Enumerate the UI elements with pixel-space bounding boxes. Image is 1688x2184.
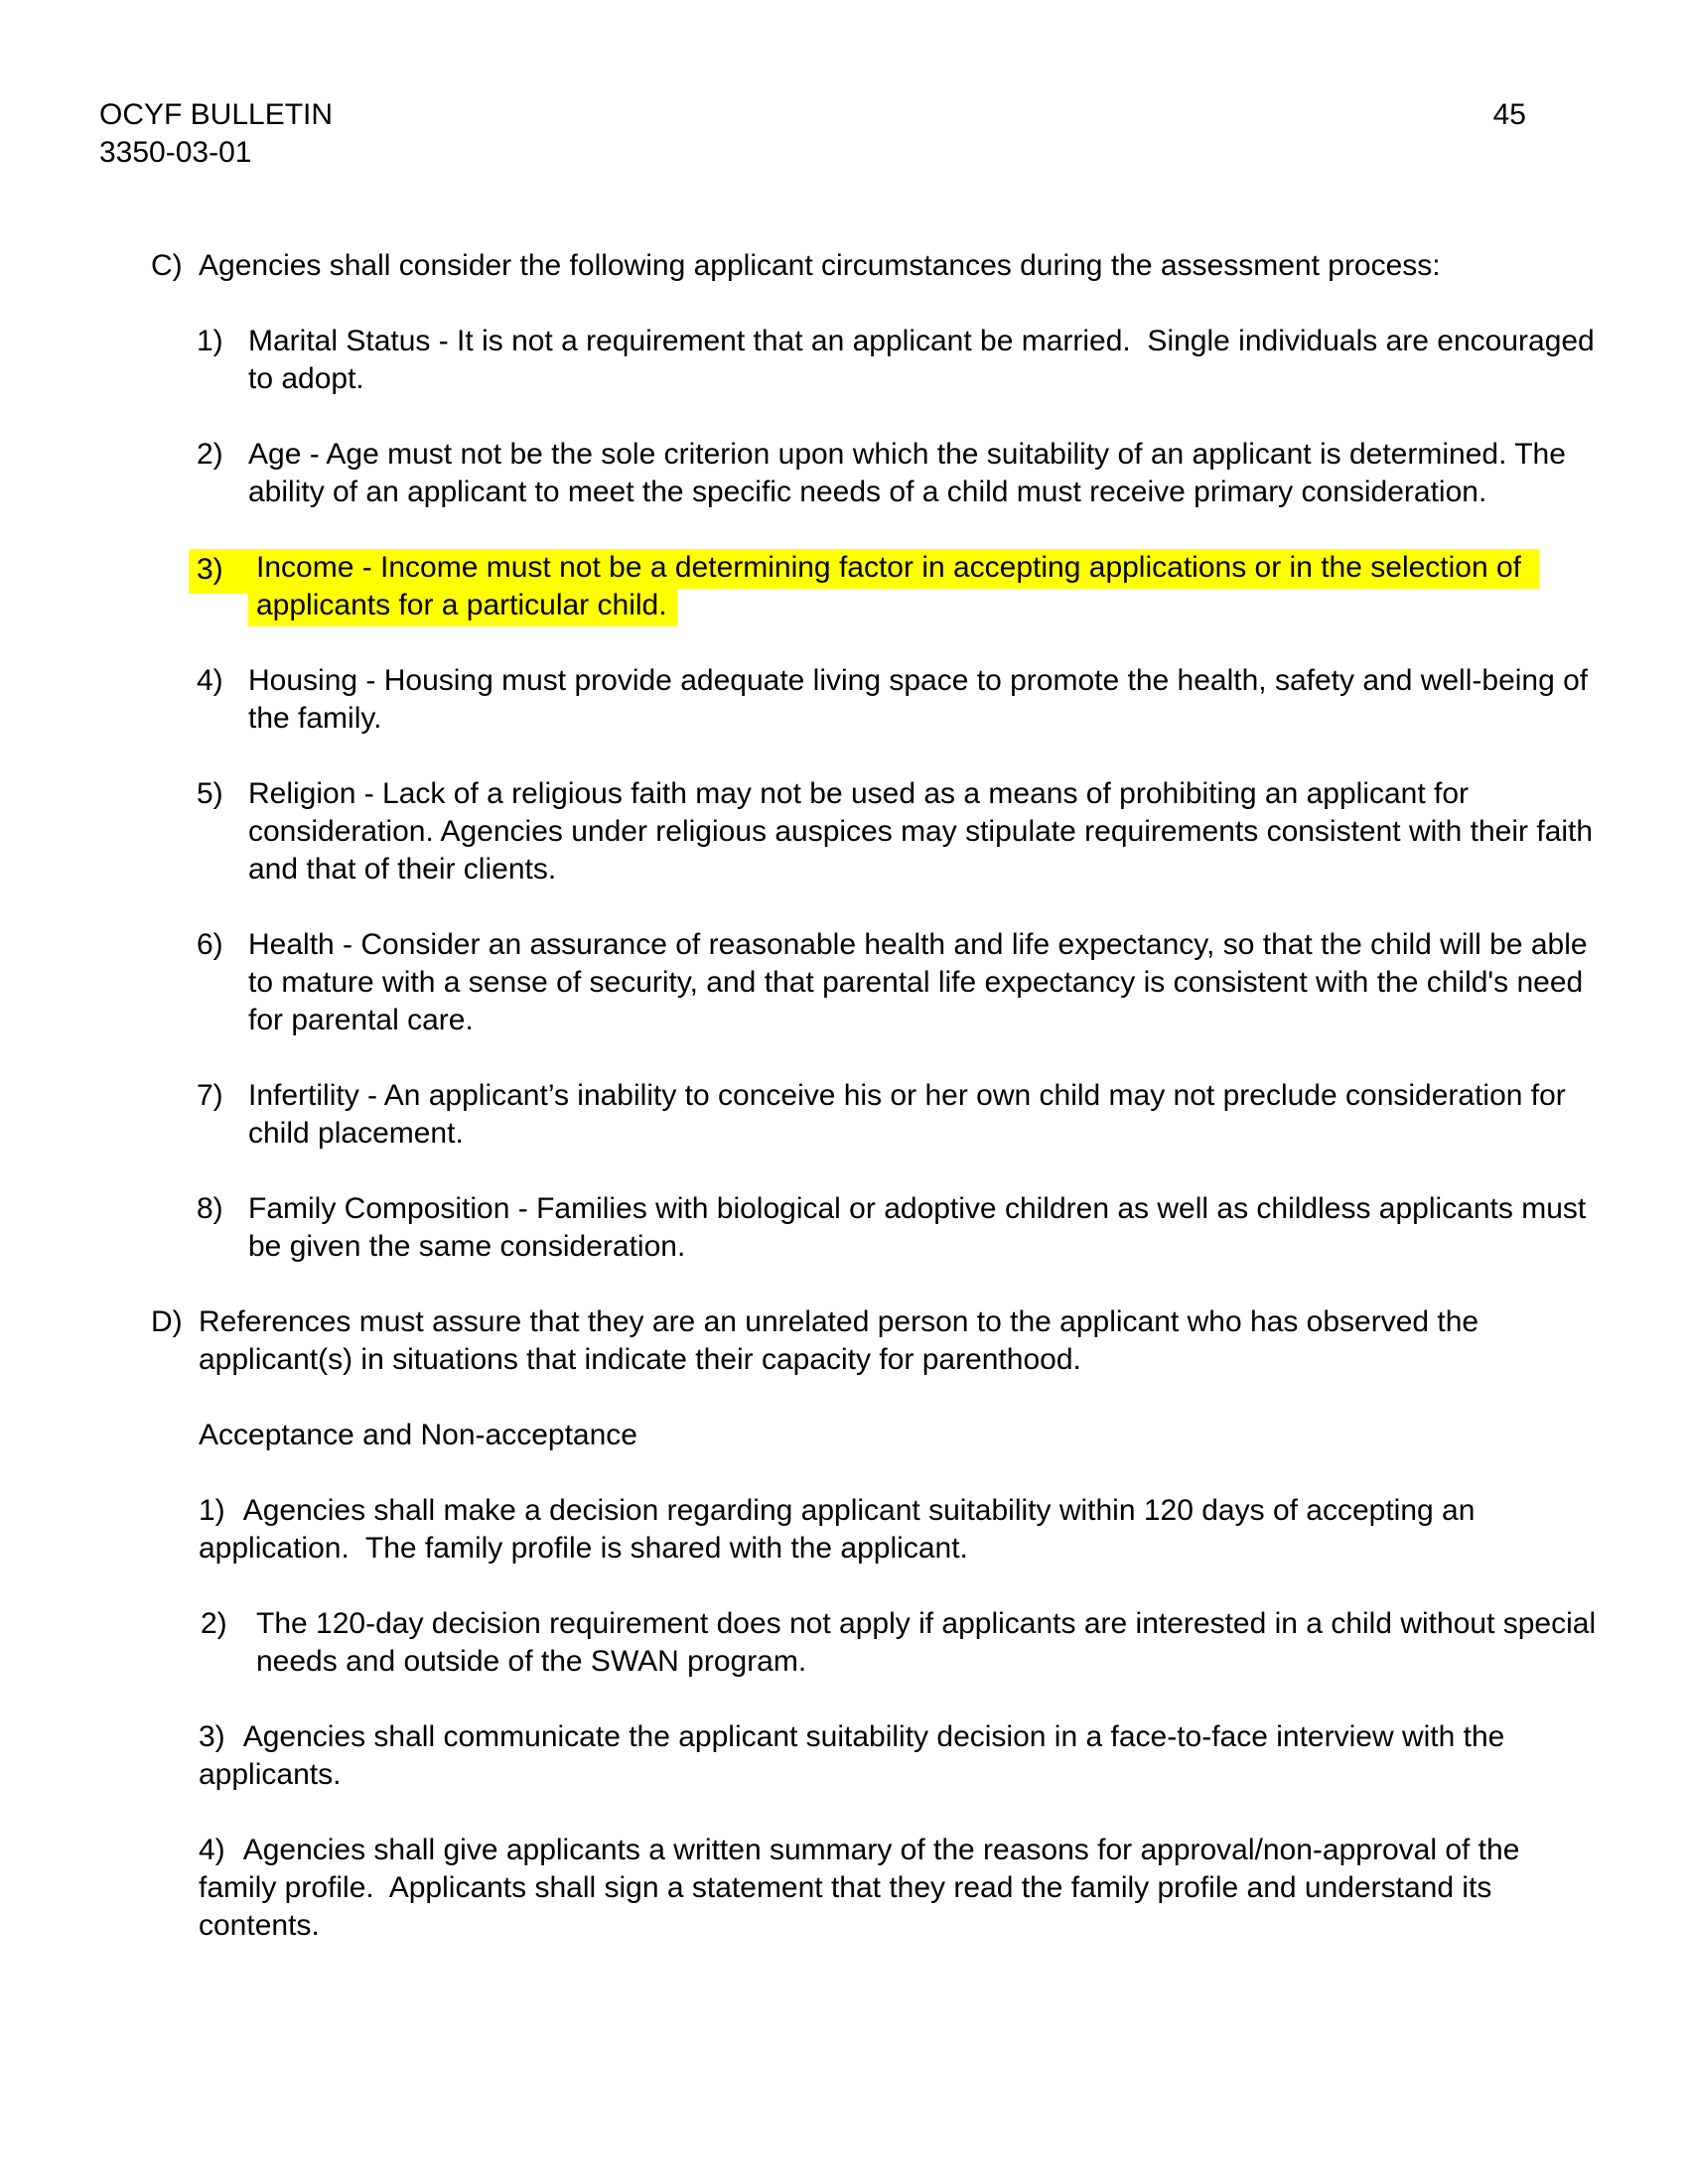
item-marital-status-text: Marital Status - It is not a requirement that an applicant be married. Single individuals are encouraged to adopt. bbox=[248, 325, 1604, 395]
item-face-to-face-interview-marker: 3) bbox=[199, 1720, 225, 1753]
document-body bbox=[151, 247, 1605, 1945]
bulletin-id-block bbox=[99, 96, 333, 172]
item-family-composition-text: Family Composition - Families with biological or adoptive children as well as childless applicants must be given the same consideration. bbox=[248, 1192, 1595, 1263]
item-health-text: Health - Consider an assurance of reasonable health and life expectancy, so that the child will be able to mature with a sense of security, and that parental life expectancy is consistent with the child's need for parental care. bbox=[248, 928, 1596, 1036]
page-header bbox=[0, 0, 1688, 172]
item-decision-120-days bbox=[151, 1492, 1601, 1568]
bulletin-title: OCYF BULLETIN bbox=[99, 98, 334, 131]
item-infertility-text: Infertility - An applicant’s inability to conceive his or her own child may not preclude consideration for child placement. bbox=[248, 1079, 1575, 1150]
section-d-marker: D) bbox=[151, 1305, 183, 1338]
acceptance-heading: Acceptance and Non-acceptance bbox=[199, 1419, 637, 1451]
item-housing-text: Housing - Housing must provide adequate living space to promote the health, safety and well-being of the family. bbox=[248, 664, 1597, 735]
item-120-day-exception bbox=[151, 1605, 1605, 1681]
item-120-day-exception-text: The 120-day decision requirement does not apply if applicants are interested in a child without special needs and outside of the SWAN program. bbox=[256, 1607, 1605, 1678]
page-number: 45 bbox=[1492, 98, 1526, 131]
item-health bbox=[151, 926, 1601, 1039]
item-religion bbox=[151, 775, 1601, 888]
item-religion-text: Religion - Lack of a religious faith may not be used as a means of prohibiting an applicant for consideration. Agencies under religious auspices may stipulate requirements consistent with their faith and that of their clients. bbox=[248, 777, 1602, 886]
item-age-marker: 2) bbox=[197, 438, 223, 471]
section-d bbox=[151, 1303, 1601, 1379]
item-religion-marker: 5) bbox=[197, 777, 223, 810]
item-written-summary-marker: 4) bbox=[199, 1834, 225, 1866]
item-family-composition-marker: 8) bbox=[197, 1192, 223, 1225]
item-written-summary-text: Agencies shall give applicants a written summary of the reasons for approval/non-approval of the family profile. Applicants shall sign a statement that they read the family profile and understand its contents. bbox=[199, 1834, 1528, 1942]
item-infertility-marker: 7) bbox=[197, 1079, 223, 1112]
item-income-marker: 3) bbox=[189, 549, 253, 594]
item-face-to-face-interview bbox=[151, 1718, 1601, 1794]
item-housing-marker: 4) bbox=[197, 664, 223, 697]
item-health-marker: 6) bbox=[197, 928, 223, 961]
item-income-highlighted bbox=[151, 549, 1601, 624]
item-decision-120-days-text: Agencies shall make a decision regarding applicant suitability within 120 days of accepting an application. The family profile is shared with the applicant. bbox=[199, 1494, 1483, 1565]
section-c-marker: C) bbox=[151, 249, 183, 282]
section-c bbox=[151, 247, 1601, 285]
item-income-text: Income - Income must not be a determining factor in accepting applications or in the selection of applicants for a particular child. bbox=[248, 549, 1539, 626]
section-d-text: References must assure that they are an unrelated person to the applicant who has observed the applicant(s) in situations that indicate their capacity for parenthood. bbox=[199, 1305, 1487, 1376]
item-infertility bbox=[151, 1077, 1601, 1153]
section-c-text: Agencies shall consider the following applicant circumstances during the assessment process: bbox=[199, 249, 1441, 282]
item-family-composition bbox=[151, 1190, 1601, 1266]
bulletin-number: 3350-03-01 bbox=[99, 136, 252, 169]
item-face-to-face-interview-text: Agencies shall communicate the applicant suitability decision in a face-to-face interview with the applicants. bbox=[199, 1720, 1513, 1791]
item-age-text: Age - Age must not be the sole criterion upon which the suitability of an applicant is determined. The ability of an applicant to meet the specific needs of a child must receive primary consideration. bbox=[248, 438, 1575, 508]
item-marital-status bbox=[151, 323, 1604, 398]
item-marital-status-marker: 1) bbox=[197, 325, 223, 357]
item-age bbox=[151, 436, 1601, 511]
item-decision-120-days-marker: 1) bbox=[199, 1494, 225, 1527]
item-120-day-exception-marker: 2) bbox=[201, 1607, 227, 1640]
item-housing bbox=[151, 662, 1601, 738]
item-written-summary bbox=[151, 1832, 1601, 1945]
